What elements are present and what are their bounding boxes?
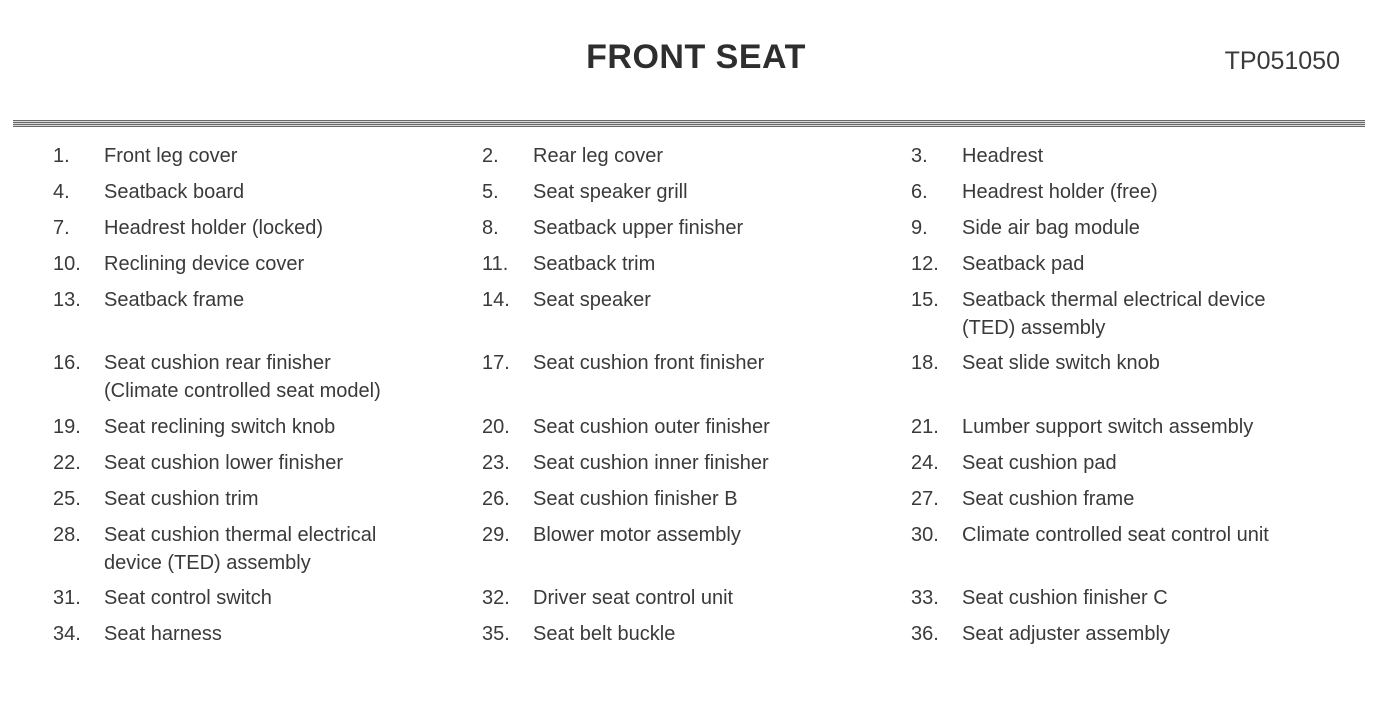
legend-item-label-line: Climate controlled seat control unit	[962, 524, 1269, 546]
legend-item-number: 18.	[911, 352, 939, 374]
legend-item-number: 17.	[482, 352, 510, 374]
legend-item-number: 16.	[53, 352, 81, 374]
legend-item-label-line: Lumber support switch assembly	[962, 416, 1254, 438]
legend-item-label-line: Headrest	[962, 145, 1044, 167]
legend-item-label-line: Seat adjuster assembly	[962, 623, 1170, 645]
legend-item-label	[104, 178, 244, 206]
legend-item-number: 9.	[911, 217, 928, 239]
legend-item-label-line: Blower motor assembly	[533, 524, 741, 546]
legend-item-label-line: Seat speaker grill	[533, 181, 688, 203]
legend-item-label	[533, 449, 769, 477]
legend-item-label-line: Seat cushion thermal electrical	[104, 524, 377, 546]
legend-item-label	[962, 178, 1158, 206]
legend-item-number: 34.	[53, 623, 81, 645]
legend-item-label	[533, 286, 651, 314]
legend-item-label-line: (TED) assembly	[962, 317, 1106, 339]
legend-item-label	[533, 142, 663, 170]
page-title: FRONT SEAT	[586, 38, 806, 76]
legend-item-label	[533, 214, 743, 242]
legend-item-label-line: Seatback frame	[104, 289, 245, 311]
legend-item-label	[104, 449, 343, 477]
legend-item-label	[104, 584, 272, 612]
legend-item-label	[104, 413, 335, 441]
legend-item-number: 8.	[482, 217, 499, 239]
legend-item-label-line: Seat reclining switch knob	[104, 416, 336, 438]
legend-item-label-line: Seat harness	[104, 623, 222, 645]
legend-item-label	[533, 413, 770, 441]
legend-item-label	[962, 214, 1140, 242]
legend-item-label	[962, 584, 1168, 612]
legend-item-label	[962, 449, 1117, 477]
legend-item-number: 2.	[482, 145, 499, 167]
legend-item-label	[533, 178, 688, 206]
legend-item-number: 25.	[53, 488, 81, 510]
legend-item-label-line: Side air bag module	[962, 217, 1140, 239]
legend-item-label-line: Seat cushion outer finisher	[533, 416, 770, 438]
legend-item-label-line: Seatback thermal electrical device	[962, 289, 1266, 311]
legend-item-label-line: Seatback upper finisher	[533, 217, 744, 239]
legend-item-label-line: (Climate controlled seat model)	[104, 380, 381, 402]
legend-item-label	[962, 485, 1134, 513]
legend-item-label	[962, 413, 1253, 441]
legend-item-number: 20.	[482, 416, 510, 438]
legend-item-label-line: Seat cushion finisher C	[962, 587, 1168, 609]
legend-item-label	[104, 485, 259, 513]
legend-item-label-line: Seat cushion pad	[962, 452, 1117, 474]
legend-item-number: 28.	[53, 524, 81, 546]
legend-item-label-line: Driver seat control unit	[533, 587, 734, 609]
legend-item-label-line: Seatback board	[104, 181, 245, 203]
legend-item-label-line: Reclining device cover	[104, 253, 305, 275]
legend-item-label-line: Seat slide switch knob	[962, 352, 1160, 374]
legend-item-label-line: Seat control switch	[104, 587, 272, 609]
legend-item-label-line: Seat cushion lower finisher	[104, 452, 344, 474]
legend-item-number: 29.	[482, 524, 510, 546]
legend-item-label	[104, 349, 381, 405]
legend-item-number: 4.	[53, 181, 70, 203]
legend-item-label	[533, 620, 675, 648]
legend-item-number: 33.	[911, 587, 939, 609]
legend-item-number: 22.	[53, 452, 81, 474]
legend-item-label-line: Seat speaker	[533, 289, 651, 311]
legend-item-label	[962, 349, 1160, 377]
legend-item-number: 24.	[911, 452, 939, 474]
legend-item-number: 32.	[482, 587, 510, 609]
legend-item-label-line: Seat cushion rear finisher	[104, 352, 331, 374]
legend-item-label-line: Rear leg cover	[533, 145, 664, 167]
legend-item-label	[533, 485, 738, 513]
legend-item-label-line: Headrest holder (free)	[962, 181, 1158, 203]
legend-item-number: 15.	[911, 289, 939, 311]
legend-item-number: 7.	[53, 217, 70, 239]
legend-item-number: 21.	[911, 416, 939, 438]
legend-item-number: 3.	[911, 145, 928, 167]
legend-item-label-line: Seat cushion inner finisher	[533, 452, 769, 474]
legend-item-number: 6.	[911, 181, 928, 203]
legend-item-label	[962, 142, 1043, 170]
legend-item-label	[962, 620, 1170, 648]
legend-item-label	[104, 521, 376, 577]
legend-item-number: 10.	[53, 253, 81, 275]
legend-item-number: 35.	[482, 623, 510, 645]
legend-item-number: 26.	[482, 488, 510, 510]
legend-item-label-line: Seat cushion finisher B	[533, 488, 738, 510]
legend-item-number: 23.	[482, 452, 510, 474]
legend-item-number: 31.	[53, 587, 81, 609]
legend-item-number: 19.	[53, 416, 81, 438]
legend-item-label-line: Seatback pad	[962, 253, 1085, 275]
legend-item-label	[962, 250, 1084, 278]
legend-item-number: 14.	[482, 289, 510, 311]
legend-item-label-line: Seat cushion front finisher	[533, 352, 765, 374]
legend-item-number: 36.	[911, 623, 939, 645]
legend-item-label	[962, 521, 1269, 549]
legend-item-number: 5.	[482, 181, 499, 203]
legend-item-label-line: Front leg cover	[104, 145, 238, 167]
legend-item-number: 30.	[911, 524, 939, 546]
legend-item-number: 11.	[482, 253, 509, 275]
legend-item-label	[104, 286, 244, 314]
legend-item-label-line: Seatback trim	[533, 253, 656, 275]
legend-item-number: 27.	[911, 488, 939, 510]
legend-item-label	[533, 521, 741, 549]
legend-item-label-line: Headrest holder (locked)	[104, 217, 323, 239]
legend-item-number: 12.	[911, 253, 939, 275]
legend-item-label-line: device (TED) assembly	[104, 552, 311, 574]
legend-item-label	[962, 286, 1265, 342]
legend-item-number: 1.	[53, 145, 70, 167]
legend-item-label	[104, 620, 222, 648]
legend-item-label-line: Seat cushion frame	[962, 488, 1135, 510]
legend-item-label	[533, 584, 733, 612]
legend-item-label-line: Seat cushion trim	[104, 488, 259, 510]
legend-item-label-line: Seat belt buckle	[533, 623, 676, 645]
legend-item-label	[533, 250, 655, 278]
legend-item-label	[533, 349, 764, 377]
legend-item-label	[104, 214, 323, 242]
figure-code: TP051050	[1224, 47, 1340, 75]
legend-item-label	[104, 250, 304, 278]
legend-item-label	[104, 142, 237, 170]
legend-item-number: 13.	[53, 289, 81, 311]
